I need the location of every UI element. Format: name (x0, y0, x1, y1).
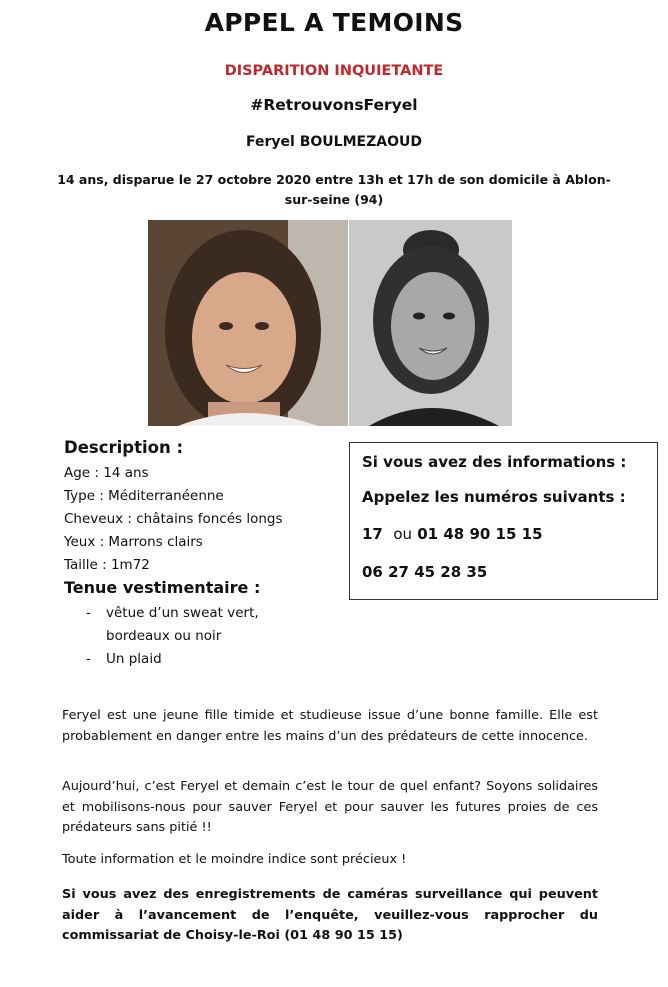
phone-emergency: 17 (362, 525, 383, 543)
portrait-photo-color (148, 220, 348, 426)
bullet-dash: - (86, 651, 91, 667)
paragraph-information: Toute information et le moindre indice sont précieux ! (62, 852, 407, 867)
call-prompt: Appelez les numéros suivants : (362, 488, 626, 506)
outfit-item (86, 651, 162, 667)
portrait-color-image (148, 220, 348, 426)
outfit-item-continued: bordeaux ou noir (106, 628, 222, 644)
outfit-heading: Tenue vestimentaire : (64, 578, 261, 597)
phone-separator: ou (393, 525, 413, 543)
description-heading: Description : (64, 438, 184, 457)
portrait-photo-bw (349, 220, 512, 426)
phone-line-1 (362, 525, 543, 543)
contact-info-box (349, 442, 658, 600)
outfit-item (86, 605, 259, 621)
disappearance-summary: 14 ans, disparue le 27 octobre 2020 entre 13h et 17h de son domicile à Ablon-sur-seine (94) (57, 172, 611, 207)
person-name: Feryel BOULMEZAOUD (246, 134, 422, 150)
portrait-bw-image (349, 220, 512, 426)
paragraph-appeal: Aujourd’hui, c’est Feryel et demain c’est le tour de quel enfant? Soyons solidaires et mobilisons-nous pour sauver Feryel et pour sauver les futures proies de ces prédateurs sans pitié !! (62, 779, 598, 835)
description-age: Age : 14 ans (64, 465, 149, 481)
poster-title: APPEL A TEMOINS (204, 8, 464, 37)
description-height: Taille : 1m72 (64, 557, 150, 573)
description-eyes: Yeux : Marrons clairs (64, 534, 203, 550)
info-prompt: Si vous avez des informations : (362, 453, 627, 471)
description-type: Type : Méditerranéenne (64, 488, 224, 504)
paragraph-description: Feryel est une jeune fille timide et studieuse issue d’une bonne famille. Elle est probablement en danger entre les mains d’un des prédateurs de cette innocence. (62, 708, 598, 744)
bullet-dash: - (86, 605, 91, 621)
outfit-item-text: vêtue d’un sweat vert, (106, 605, 259, 621)
alert-subtitle: DISPARITION INQUIETANTE (224, 63, 444, 79)
outfit-item-text: Un plaid (106, 651, 162, 667)
hashtag: #RetrouvonsFeryel (250, 96, 418, 114)
description-hair: Cheveux : châtains foncés longs (64, 511, 283, 527)
phone-mobile: 06 27 45 28 35 (362, 563, 488, 581)
phone-commissariat: 01 48 90 15 15 (417, 525, 543, 543)
paragraph-cameras: Si vous avez des enregistrements de caméras surveillance qui peuvent aider à l’avancement de l’enquête, veuillez-vous rapprocher du commissariat de Choisy-le-Roi (01 48 90 15 15) (62, 887, 598, 943)
